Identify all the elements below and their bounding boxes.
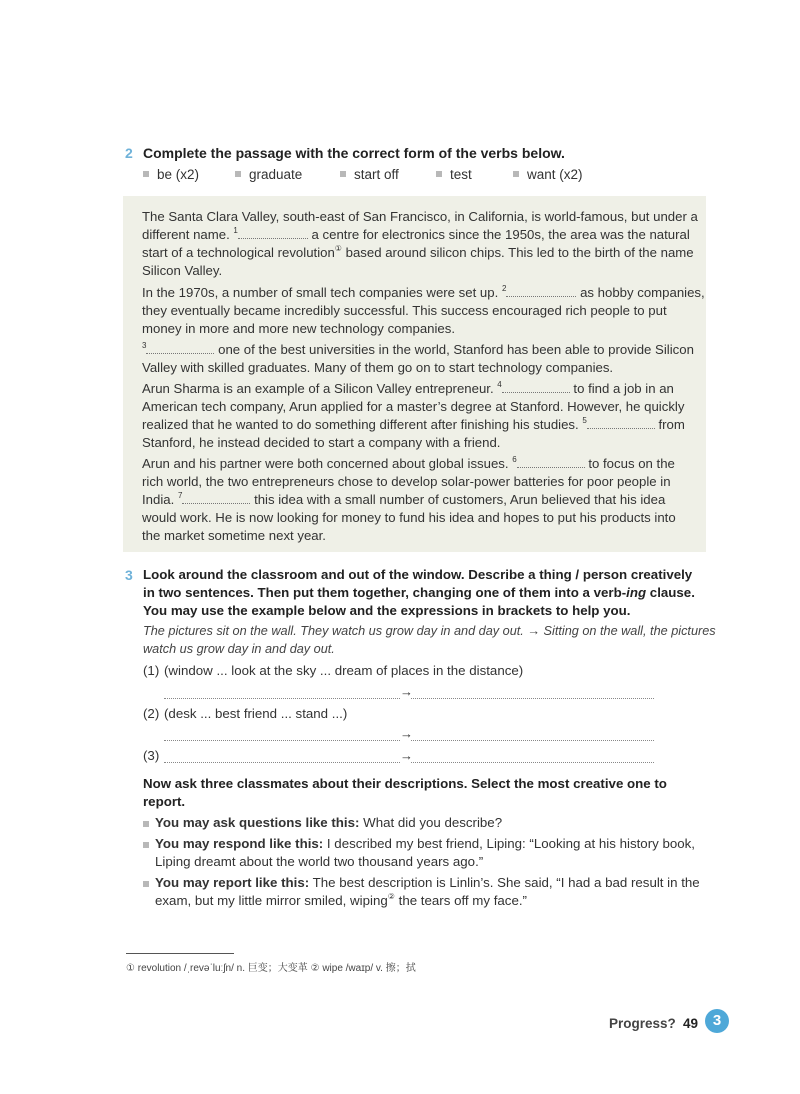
passage-line: different name. $^1$ a centre for electronics since the 1950s, the area was the natural [142,226,690,242]
answer-blank-1[interactable] [238,226,308,239]
passage-line: Silicon Valley. [142,263,223,278]
tip-line: You may ask questions like this: What did you describe? [155,815,503,830]
followup-instruction: report. [143,794,186,809]
answer-line[interactable] [411,698,654,699]
bullet-square-icon [143,171,149,177]
passage-line: rich world, the two entrepreneurs chose to develop solar-power batteries for poor people in [142,474,671,489]
page-number: 49 [683,1016,699,1031]
bullet-square-icon [143,821,149,827]
passage-line: The Santa Clara Valley, south-east of San Francisco, in California, is world-famous, but under a [142,209,698,224]
item-number: (3) [143,748,160,763]
passage-line: the market sometime next year. [142,528,326,543]
passage-line: Stanford, he instead decided to start a company with a friend. [142,435,501,450]
bullet-square-icon [143,842,149,848]
bullet-square-icon [235,171,241,177]
word-bank-item: graduate [235,167,302,182]
arrow-icon: → [400,748,413,763]
passage-line: start of a technological revolution① based around silicon chips. This led to the birth of the name [142,244,694,260]
answer-blank-3[interactable] [146,341,214,354]
bullet-square-icon [340,171,346,177]
passage-line: In the 1970s, a number of small tech companies were set up. $^2$ as hobby companies, [142,284,705,300]
passage-line: American tech company, Arun applied for a master’s degree at Stanford. However, he quickly [142,399,685,414]
passage-line: India. $^7$ this idea with a small number of customers, Arun believed that his idea [142,491,666,507]
exercise-3-instruction: You may use the example below and the expressions in brackets to help you. [143,603,631,618]
footnote-rule [126,953,234,954]
tip-line: You may respond like this: I described my best friend, Liping: “Looking at his history book, [155,836,695,851]
footnote-marker: ① [334,244,342,253]
example-sentence: The pictures sit on the wall. They watch us grow day in and day out. → Sitting on the wall, the pictures [143,624,716,638]
answer-blank-2[interactable] [506,284,576,297]
answer-blank-7[interactable] [182,491,250,504]
passage-line: money in more and more new technology companies. [142,321,456,336]
word-bank-item: test [436,167,472,182]
unit-badge: 3 [705,1009,729,1033]
answer-line[interactable] [164,740,400,741]
tip-line: You may report like this: The best description is Linlin’s. She said, “I had a bad result in the [155,875,700,890]
passage-line: realized that he wanted to do something different after finishing his studies. $^5$ from [142,416,685,432]
item-prompt: (desk ... best friend ... stand ...) [164,706,348,721]
item-prompt: (window ... look at the sky ... dream of places in the distance) [164,663,524,678]
footnote-marker: ② [387,892,395,901]
arrow-icon: → [400,726,413,741]
word-bank-item: start off [340,167,399,182]
tip-line: exam, but my little mirror smiled, wiping② the tears off my face.” [155,892,527,908]
exercise-3-instruction: in two sentences. Then put them together, changing one of them into a verb-ing clause. [143,585,695,600]
arrow-icon: → [400,684,413,699]
word-bank-item: want (x2) [513,167,583,182]
passage-line: $^3$ one of the best universities in the world, Stanford has been able to provide Silicon [142,341,694,357]
item-number: (2) [143,706,160,721]
answer-line[interactable] [411,762,654,763]
answer-blank-4[interactable] [502,380,570,393]
answer-line[interactable] [164,698,400,699]
word-bank-item: be (x2) [143,167,199,182]
passage-line: Arun Sharma is an example of a Silicon Valley entrepreneur. $^4$ to find a job in an [142,380,674,396]
answer-line[interactable] [164,762,400,763]
answer-blank-6[interactable] [517,455,585,468]
bullet-square-icon [513,171,519,177]
bullet-square-icon [436,171,442,177]
passage-line: would work. He is now looking for money to fund his idea and hopes to put his products into [142,510,676,525]
footer-label: Progress? [609,1016,676,1031]
item-number: (1) [143,663,160,678]
followup-instruction: Now ask three classmates about their descriptions. Select the most creative one to [143,776,667,791]
tip-line: Liping dreamt about the world two thousand years ago.” [155,854,484,869]
exercise-2-number: 2 [125,145,133,161]
passage-line: Valley with skilled graduates. Many of them go on to start technology companies. [142,360,614,375]
answer-line[interactable] [411,740,654,741]
footnote: ① revolution /ˌrevəˈluːʃn/ n. 巨变；大变革 ② wipe /waɪp/ v. 擦；拭 [126,963,416,974]
passage-line: Arun and his partner were both concerned about global issues. $^6$ to focus on the [142,455,675,471]
bullet-square-icon [143,881,149,887]
example-sentence: watch us grow day in and day out. [143,642,335,656]
exercise-3-number: 3 [125,567,133,583]
exercise-3-instruction: Look around the classroom and out of the window. Describe a thing / person creatively [143,567,693,582]
exercise-2-instruction: Complete the passage with the correct form of the verbs below. [143,145,565,161]
answer-blank-5[interactable] [587,416,655,429]
passage-line: they eventually became incredibly successful. This success encouraged rich people to put [142,303,667,318]
